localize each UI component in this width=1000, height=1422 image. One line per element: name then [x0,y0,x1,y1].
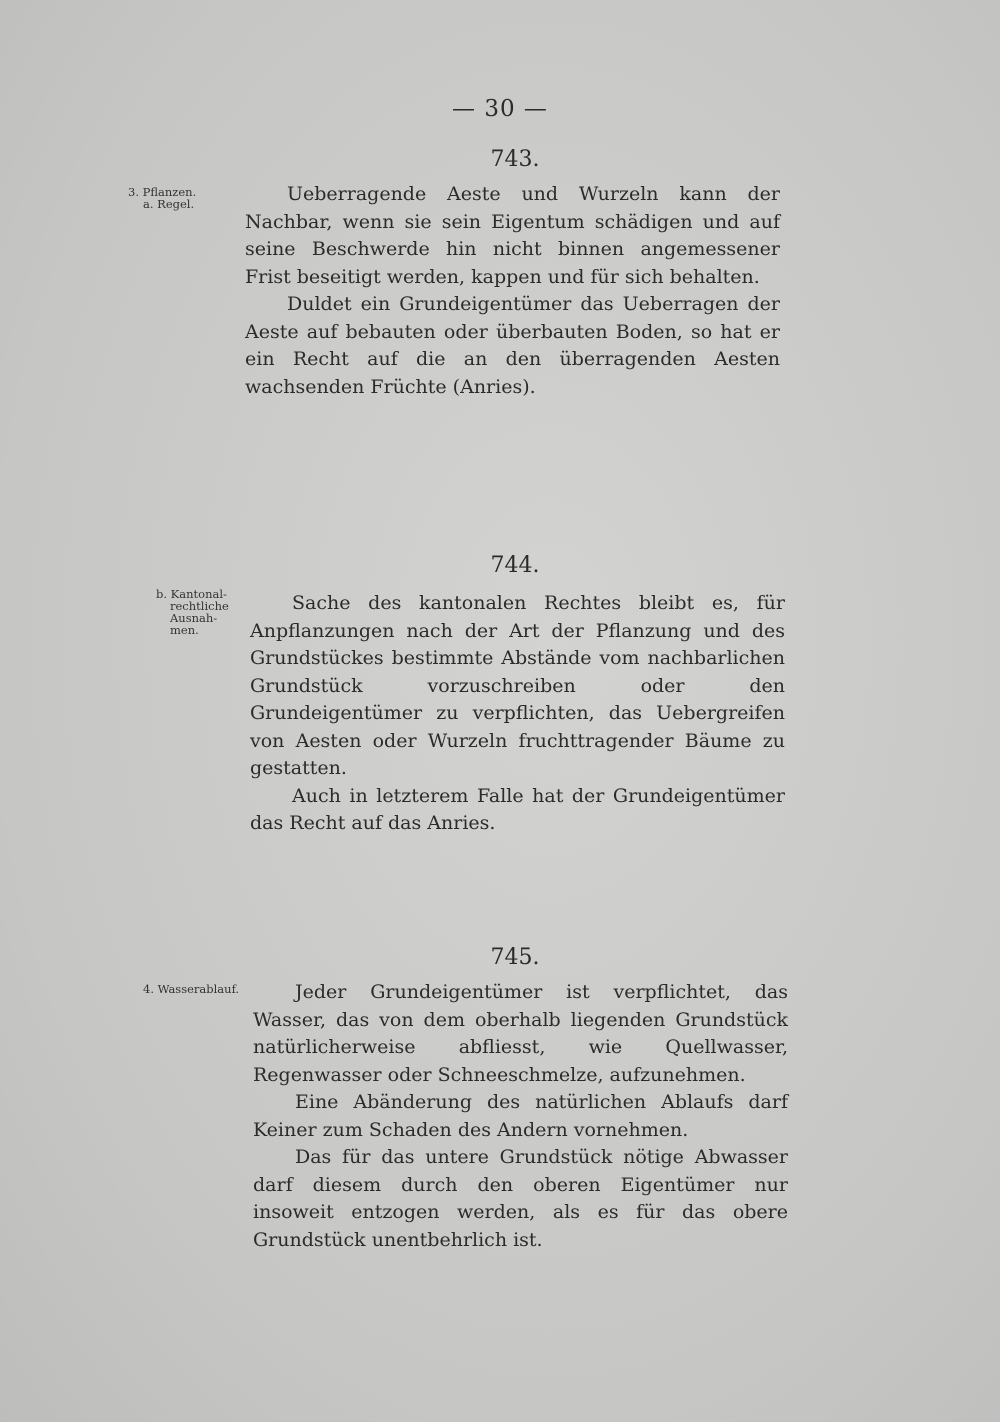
page-number: — 30 — [452,96,548,122]
margin-note-line: 4. Wasserablauf. [143,982,240,996]
paragraph: Das für das untere Grundstück nötige Abwasser darf diesem durch den oberen Eigentümer nur insoweit entzogen werden, als es für das obere Grundstück unentbehrlich ist. [253,1146,788,1251]
article-number: 744. [490,553,540,578]
margin-note-line: b. Kantonal- [156,587,227,601]
article-body [253,979,788,1254]
margin-note-line: rechtliche [170,599,229,613]
article-body [250,590,785,838]
margin-note-line: Ausnah- [170,611,218,625]
margin-note [128,186,196,210]
paragraph: Ueberragende Aeste und Wurzeln kann der Nachbar, wenn sie sein Eigentum schädigen und auf seine Beschwerde hin nicht binnen angemessener Frist beseitigt werden, kappen und für sich behalten. [245,183,780,288]
margin-note-line: men. [170,623,199,637]
margin-note-line: 3. Pflanzen. [128,185,197,199]
margin-note [156,588,229,636]
paragraph: Auch in letzterem Falle hat der Grundeigentümer das Recht auf das Anries. [250,784,785,834]
article-number: 743. [490,147,540,172]
paragraph: Eine Abänderung des natürlichen Ablaufs darf Keiner zum Schaden des Andern vornehmen. [253,1091,788,1141]
paragraph: Sache des kantonalen Rechtes bleibt es, für Anpflanzungen nach der Art der Pflanzung und des Grundstückes bestimmte Abstände vom nachbarlichen Grundstück vorzuschreiben oder den Grundeigentümer zu verpflichten, das Uebergreifen von Aesten oder Wurzeln fruchttragender Bäume zu gestatten. [250,592,785,779]
paragraph: Jeder Grundeigentümer ist verpflichtet, das Wasser, das von dem oberhalb liegenden Grundstück natürlicherweise abfliesst, wie Quellwasser, Regenwasser oder Schneeschmelze, aufzunehmen. [253,981,788,1086]
article-body [245,181,780,401]
margin-note-line: a. Regel. [143,197,195,211]
margin-note [143,983,239,995]
article-number: 745. [490,945,540,970]
paragraph: Duldet ein Grundeigentümer das Ueberragen der Aeste auf bebauten oder überbauten Boden, so hat er ein Recht auf die an den überragenden Aesten wachsenden Früchte (Anries). [245,293,780,398]
